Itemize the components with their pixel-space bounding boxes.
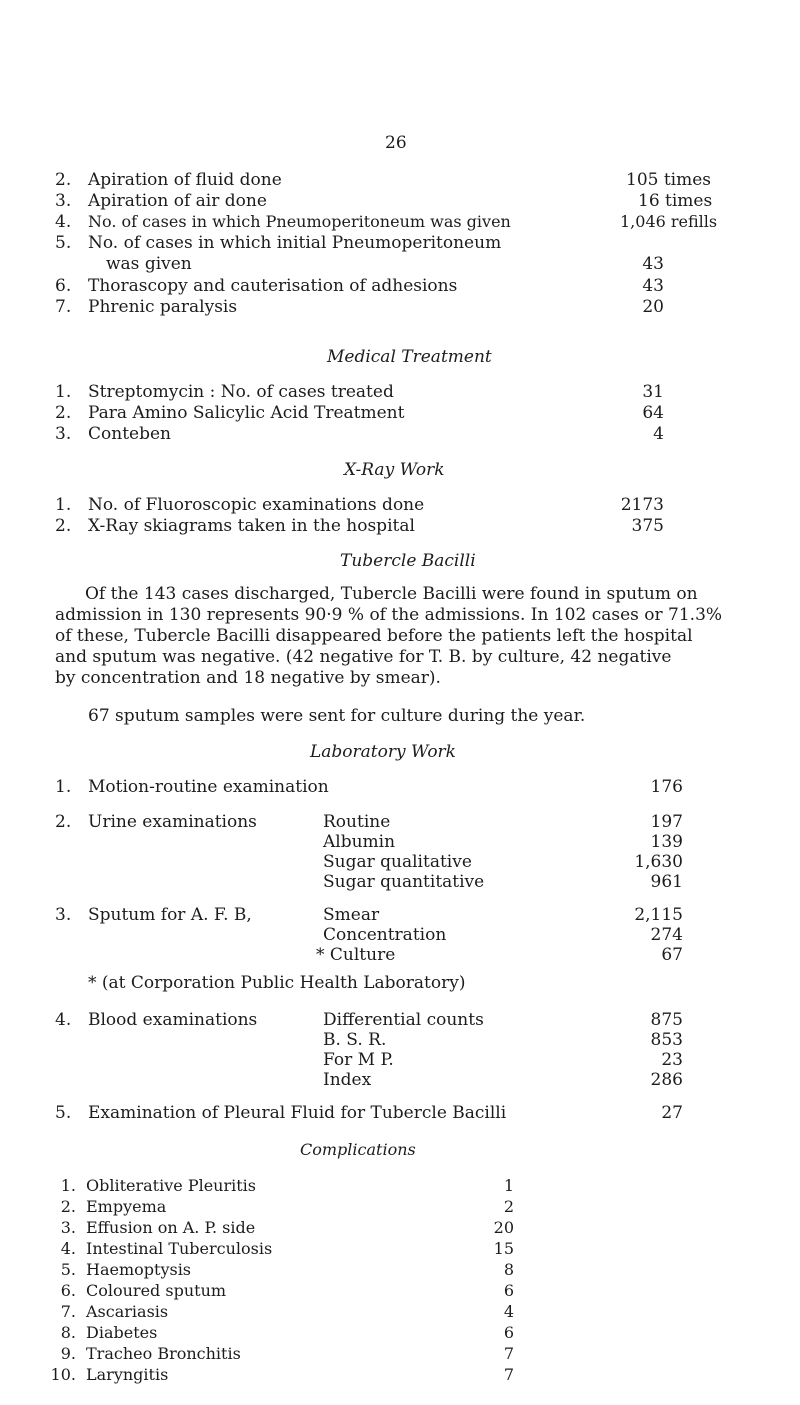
culture-note: 67 sputum samples were sent for culture during the year.	[88, 706, 586, 726]
sub-item-value: 197	[650, 812, 683, 832]
list-item-value: 15	[493, 1239, 514, 1258]
list-number: 1.	[60, 1176, 76, 1195]
list-item-value: 4	[653, 424, 664, 444]
section-heading-medical-treatment: Medical Treatment	[327, 347, 492, 367]
list-number: 2.	[55, 403, 72, 423]
section-heading-tubercle-bacilli: Tubercle Bacilli	[340, 551, 476, 571]
sub-item-value: 1,630	[634, 852, 683, 872]
sub-item-label: Index	[323, 1070, 372, 1090]
list-item-label: Ascariasis	[86, 1302, 169, 1321]
section-heading-laboratory-work: Laboratory Work	[310, 742, 456, 762]
list-item-value: 27	[661, 1103, 683, 1123]
list-item-value: 7	[503, 1344, 514, 1363]
list-item-label: No. of Fluoroscopic examinations done	[88, 495, 425, 515]
list-item-label: Coloured sputum	[86, 1281, 227, 1300]
list-item-value: 176	[650, 777, 683, 797]
list-item-value: 375	[631, 516, 664, 536]
footnote: * (at Corporation Public Health Laboratory)	[88, 973, 466, 993]
list-item-value: 4	[503, 1302, 514, 1321]
sub-item-label: Differential counts	[323, 1010, 484, 1030]
list-item-value: 43	[642, 254, 664, 274]
list-item-label: Obliterative Pleuritis	[86, 1176, 256, 1195]
sub-item-label: Smear	[323, 905, 380, 925]
paragraph-line: by concentration and 18 negative by smear).	[55, 668, 441, 688]
list-item-label: Apiration of air done	[88, 191, 267, 211]
paragraph-line: admission in 130 represents 90·9 % of the admissions. In 102 cases or 71.3%	[55, 605, 723, 625]
list-item-label: Urine examinations	[88, 812, 257, 832]
sub-item-value: 67	[661, 945, 683, 965]
paragraph-line: of these, Tubercle Bacilli disappeared before the patients left the hospital	[55, 626, 693, 646]
list-item-label: Sputum for A. F. B,	[88, 905, 252, 925]
sub-item-value: 875	[650, 1010, 683, 1030]
sub-item-value: 961	[650, 872, 683, 892]
list-number: 7.	[55, 297, 72, 317]
sub-item-label: Sugar qualitative	[323, 852, 472, 872]
list-item-value: 1,046 refills	[620, 212, 718, 231]
list-number: 9.	[60, 1344, 76, 1363]
list-item-value: 8	[503, 1260, 514, 1279]
sub-item-label: Sugar quantitative	[323, 872, 485, 892]
list-number: 4.	[55, 212, 72, 232]
list-item-label: Apiration of fluid done	[88, 170, 282, 190]
list-number: 2.	[55, 812, 72, 832]
sub-item-value: 853	[650, 1030, 683, 1050]
section-heading-xray-work: X-Ray Work	[344, 460, 445, 480]
list-number: 5.	[55, 1103, 72, 1123]
list-item-label: Motion-routine examination	[88, 777, 329, 797]
list-item-label: No. of cases in which Pneumoperitoneum was given	[88, 212, 511, 231]
list-number: 1.	[55, 777, 72, 797]
sub-item-value: 23	[661, 1050, 683, 1070]
sub-item-value: 274	[650, 925, 683, 945]
list-number: 4.	[60, 1239, 76, 1258]
sub-item-value: 2,115	[634, 905, 683, 925]
list-item-label: Haemoptysis	[86, 1260, 192, 1279]
sub-item-label: Routine	[323, 812, 391, 832]
list-item-value: 1	[503, 1176, 514, 1195]
list-number: 6.	[55, 276, 72, 296]
list-item-label: Empyema	[86, 1197, 167, 1216]
section-heading-complications: Complications	[300, 1140, 416, 1159]
list-item-value: 16 times	[638, 191, 713, 211]
list-item-label: Para Amino Salicylic Acid Treatment	[88, 403, 405, 423]
sub-item-label: Concentration	[323, 925, 447, 945]
list-item-value: 6	[503, 1281, 514, 1300]
list-number: 2.	[55, 516, 72, 536]
list-item-label: Laryngitis	[86, 1365, 169, 1384]
sub-item-label: Albumin	[323, 832, 396, 852]
list-number: 5.	[60, 1260, 76, 1279]
list-number: 1.	[55, 495, 72, 515]
list-item-value: 6	[503, 1323, 514, 1342]
sub-item-label: For M P.	[323, 1050, 394, 1070]
list-item-label: Effusion on A. P. side	[86, 1218, 256, 1237]
list-item-value: 64	[642, 403, 664, 423]
list-item-value: 2	[503, 1197, 514, 1216]
list-number: 3.	[60, 1218, 76, 1237]
list-number: 10.	[50, 1365, 76, 1384]
list-number: 8.	[60, 1323, 76, 1342]
list-item-label: Streptomycin : No. of cases treated	[88, 382, 394, 402]
sub-item-value: 139	[650, 832, 683, 852]
page-number: 26	[385, 133, 407, 153]
list-number: 4.	[55, 1010, 72, 1030]
list-item-label: Phrenic paralysis	[88, 297, 238, 317]
sub-item-label: B. S. R.	[323, 1030, 387, 1050]
list-item-value: 2173	[620, 495, 664, 515]
list-number: 3.	[55, 424, 72, 444]
list-item-label: Blood examinations	[88, 1010, 258, 1030]
list-item-label: Diabetes	[86, 1323, 158, 1342]
paragraph-line: Of the 143 cases discharged, Tubercle Bacilli were found in sputum on	[85, 584, 698, 604]
list-number: 1.	[55, 382, 72, 402]
list-item-label-continued: was given	[106, 254, 192, 274]
list-item-label: Intestinal Tuberculosis	[86, 1239, 273, 1258]
list-number: 6.	[60, 1281, 76, 1300]
list-number: 2.	[55, 170, 72, 190]
list-number: 2.	[60, 1197, 76, 1216]
paragraph-line: and sputum was negative. (42 negative for T. B. by culture, 42 negative	[55, 647, 672, 667]
list-item-value: 7	[503, 1365, 514, 1384]
list-number: 7.	[60, 1302, 76, 1321]
list-item-label: Thorascopy and cauterisation of adhesions	[88, 276, 458, 296]
list-item-value: 43	[642, 276, 664, 296]
list-number: 5.	[55, 233, 72, 253]
list-item-label: No. of cases in which initial Pneumoperitoneum	[88, 233, 502, 253]
sub-item-label: * Culture	[316, 945, 396, 965]
list-item-value: 20	[493, 1218, 514, 1237]
list-item-label: Conteben	[88, 424, 171, 444]
list-number: 3.	[55, 191, 72, 211]
list-number: 3.	[55, 905, 72, 925]
list-item-value: 105 times	[626, 170, 712, 190]
list-item-label: X-Ray skiagrams taken in the hospital	[88, 516, 415, 536]
list-item-value: 31	[642, 382, 664, 402]
list-item-label: Tracheo Bronchitis	[86, 1344, 241, 1363]
list-item-value: 20	[642, 297, 664, 317]
tubercle-bacilli-paragraph	[55, 584, 745, 689]
sub-item-value: 286	[650, 1070, 683, 1090]
list-item-label: Examination of Pleural Fluid for Tubercle Bacilli	[88, 1103, 507, 1123]
